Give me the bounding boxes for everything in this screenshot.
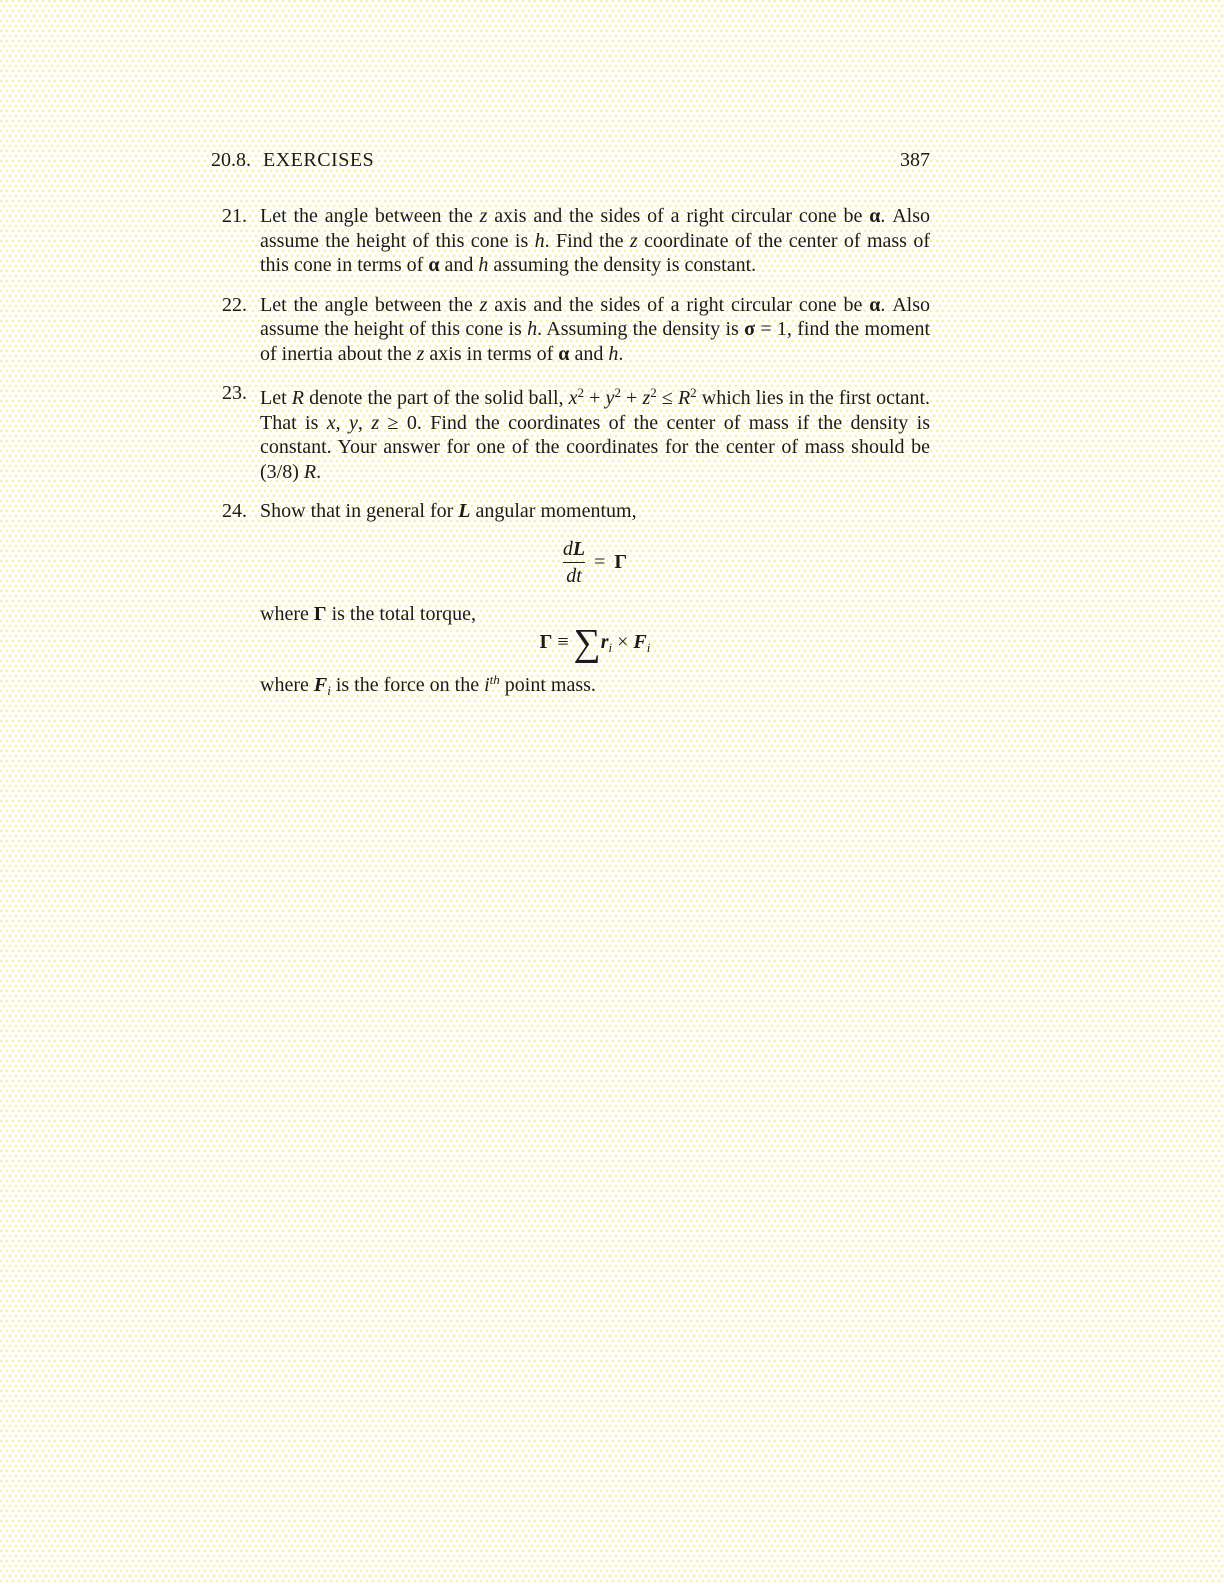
torque-formula: $\Gamma \equiv \sum r_i \times F_i$ bbox=[539, 621, 651, 664]
fraction-denominator: dt bbox=[566, 565, 582, 588]
exercise-text: Let R denote the part of the solid ball, $x^2 + y^2 + z^2 \le R^2$ which lies in the first octant. That is x, y, z ≥ 0. Find the coordinates of the center of mass if the density is constant. Your answer for one of the coordinates for the center of mass should be (3/8) R. bbox=[260, 385, 931, 483]
section-number: 20.8. bbox=[211, 149, 251, 171]
exercise-text: Show that in general for L angular momentum, bbox=[260, 500, 637, 522]
torque-intro-text: where Γ is the total torque, bbox=[260, 603, 477, 626]
section-heading bbox=[211, 148, 374, 172]
fraction-bar bbox=[563, 562, 585, 564]
exercise-text: Let the angle between the z axis and the sides of a right circular cone be α. Also assume the height of this cone is h. Find the z coordinate of the center of mass of this cone in terms of α and h assuming the density is constant. bbox=[260, 205, 930, 276]
exercise-23 bbox=[211, 381, 930, 484]
fraction-numerator: dL bbox=[562, 537, 586, 560]
exercise-body bbox=[260, 499, 930, 703]
exercise-list bbox=[211, 204, 930, 718]
gamma-symbol: Γ bbox=[614, 551, 628, 574]
running-header bbox=[211, 148, 930, 172]
exercise-number: 21. bbox=[222, 205, 247, 227]
exercise-number: 23. bbox=[222, 382, 247, 404]
exercise-22 bbox=[211, 293, 930, 367]
exercise-24 bbox=[211, 499, 930, 703]
formula-wrap bbox=[563, 537, 627, 589]
equals-sign: = bbox=[594, 551, 606, 574]
exercise-21 bbox=[211, 204, 930, 278]
force-text: where $F_i$ is the force on the $i^{th}$ point mass. bbox=[260, 671, 596, 698]
fraction bbox=[563, 537, 585, 589]
angular-momentum-formula bbox=[260, 537, 930, 589]
exercise-number: 24. bbox=[222, 500, 247, 522]
section-title: EXERCISES bbox=[263, 149, 375, 171]
exercise-text: Let the angle between the z axis and the sides of a right circular cone be α. Also assume the height of this cone is h. Assuming the density is σ = 1, find the moment of inertia about the z axis in terms of α and h. bbox=[260, 293, 931, 365]
exercise-number: 22. bbox=[222, 293, 247, 316]
page-number: 387 bbox=[900, 149, 930, 171]
